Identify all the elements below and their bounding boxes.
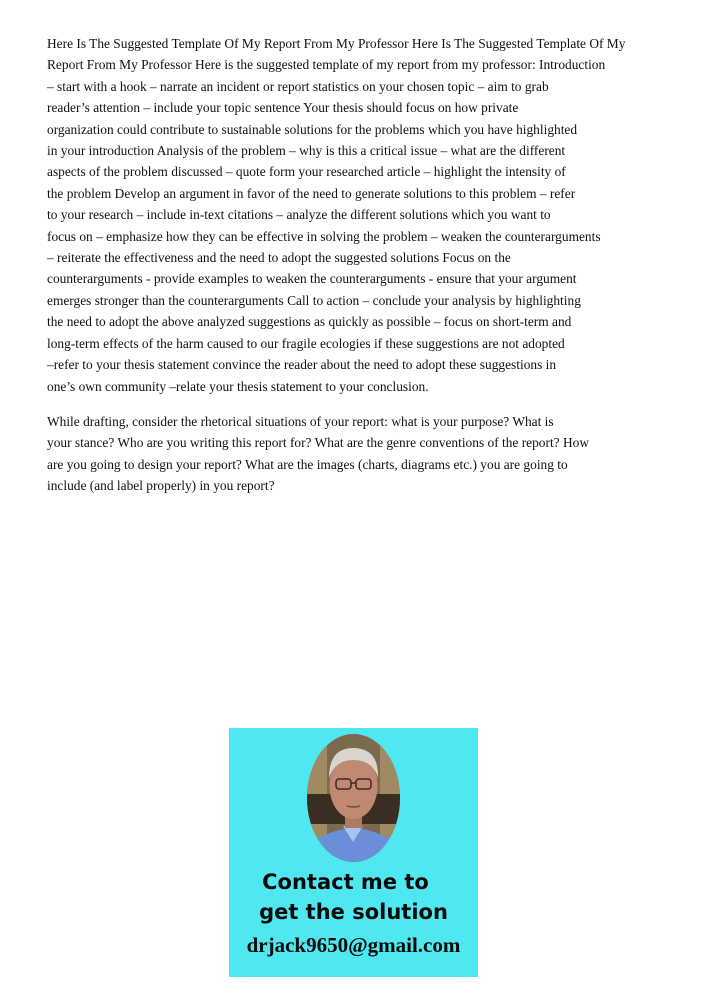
text-line: –refer to your thesis statement convince the reader about the need to adopt these suggestions in — [47, 357, 557, 373]
text-line: one’s own community –relate your thesis statement to your conclusion. — [47, 378, 429, 394]
text-line: reader’s attention – include your topic sentence Your thesis should focus on how private — [47, 100, 519, 116]
text-line: Report From My Professor Here is the suggested template of my report from my professor: Introduction — [47, 57, 606, 73]
text-line: long-term effects of the harm caused to our fragile ecologies if these suggestions are not adopted — [47, 335, 565, 351]
text-line: Here Is The Suggested Template Of My Report From My Professor Here Is The Suggested Template Of My — [47, 36, 626, 51]
paragraph-spacer — [47, 397, 687, 411]
text-line: to your research – include in-text citations – analyze the different solutions which you want to — [47, 207, 551, 223]
text-line: in your introduction Analysis of the problem – why is this a critical issue – what are the different — [47, 143, 566, 159]
contact-headline-line-1: Contact me to — [262, 870, 429, 894]
paragraph-rhetorical-situations — [47, 411, 687, 497]
text-line: focus on – emphasize how they can be effective in solving the problem – weaken the counterarguments — [47, 228, 601, 244]
text-line: your stance? Who are you writing this report for? What are the genre conventions of the report? How — [47, 435, 590, 451]
text-line: are you going to design your report? What are the images (charts, diagrams etc.) you are going to — [47, 456, 568, 472]
document-body — [47, 33, 687, 497]
paragraph-report-template — [47, 33, 687, 397]
text-line: the problem Develop an argument in favor of the need to generate solutions to this problem – refer — [47, 185, 576, 201]
text-line: counterarguments - provide examples to weaken the counterarguments - ensure that your argument — [47, 271, 577, 287]
contact-headline-line-2: get the solution — [259, 900, 448, 924]
text-line: the need to adopt the above analyzed suggestions as quickly as possible – focus on short-term and — [47, 314, 572, 330]
text-line: include (and label properly) in you report? — [47, 478, 275, 494]
text-line: organization could contribute to sustainable solutions for the problems which you have highlighted — [47, 121, 578, 137]
text-line: – start with a hook – narrate an incident or report statistics on your chosen topic – aim to grab — [47, 78, 549, 94]
text-line: aspects of the problem discussed – quote form your researched article – highlight the intensity of — [47, 164, 566, 180]
text-line: – reiterate the effectiveness and the need to adopt the suggested solutions Focus on the — [47, 250, 511, 266]
contact-promo-banner[interactable] — [229, 728, 478, 977]
portrait-photo-icon — [307, 734, 400, 862]
text-line: emerges stronger than the counterarguments Call to action – conclude your analysis by highlighting — [47, 292, 581, 308]
contact-email-link[interactable]: drjack9650@gmail.com — [246, 933, 461, 957]
text-line: While drafting, consider the rhetorical situations of your report: what is your purpose? What is — [47, 413, 554, 429]
